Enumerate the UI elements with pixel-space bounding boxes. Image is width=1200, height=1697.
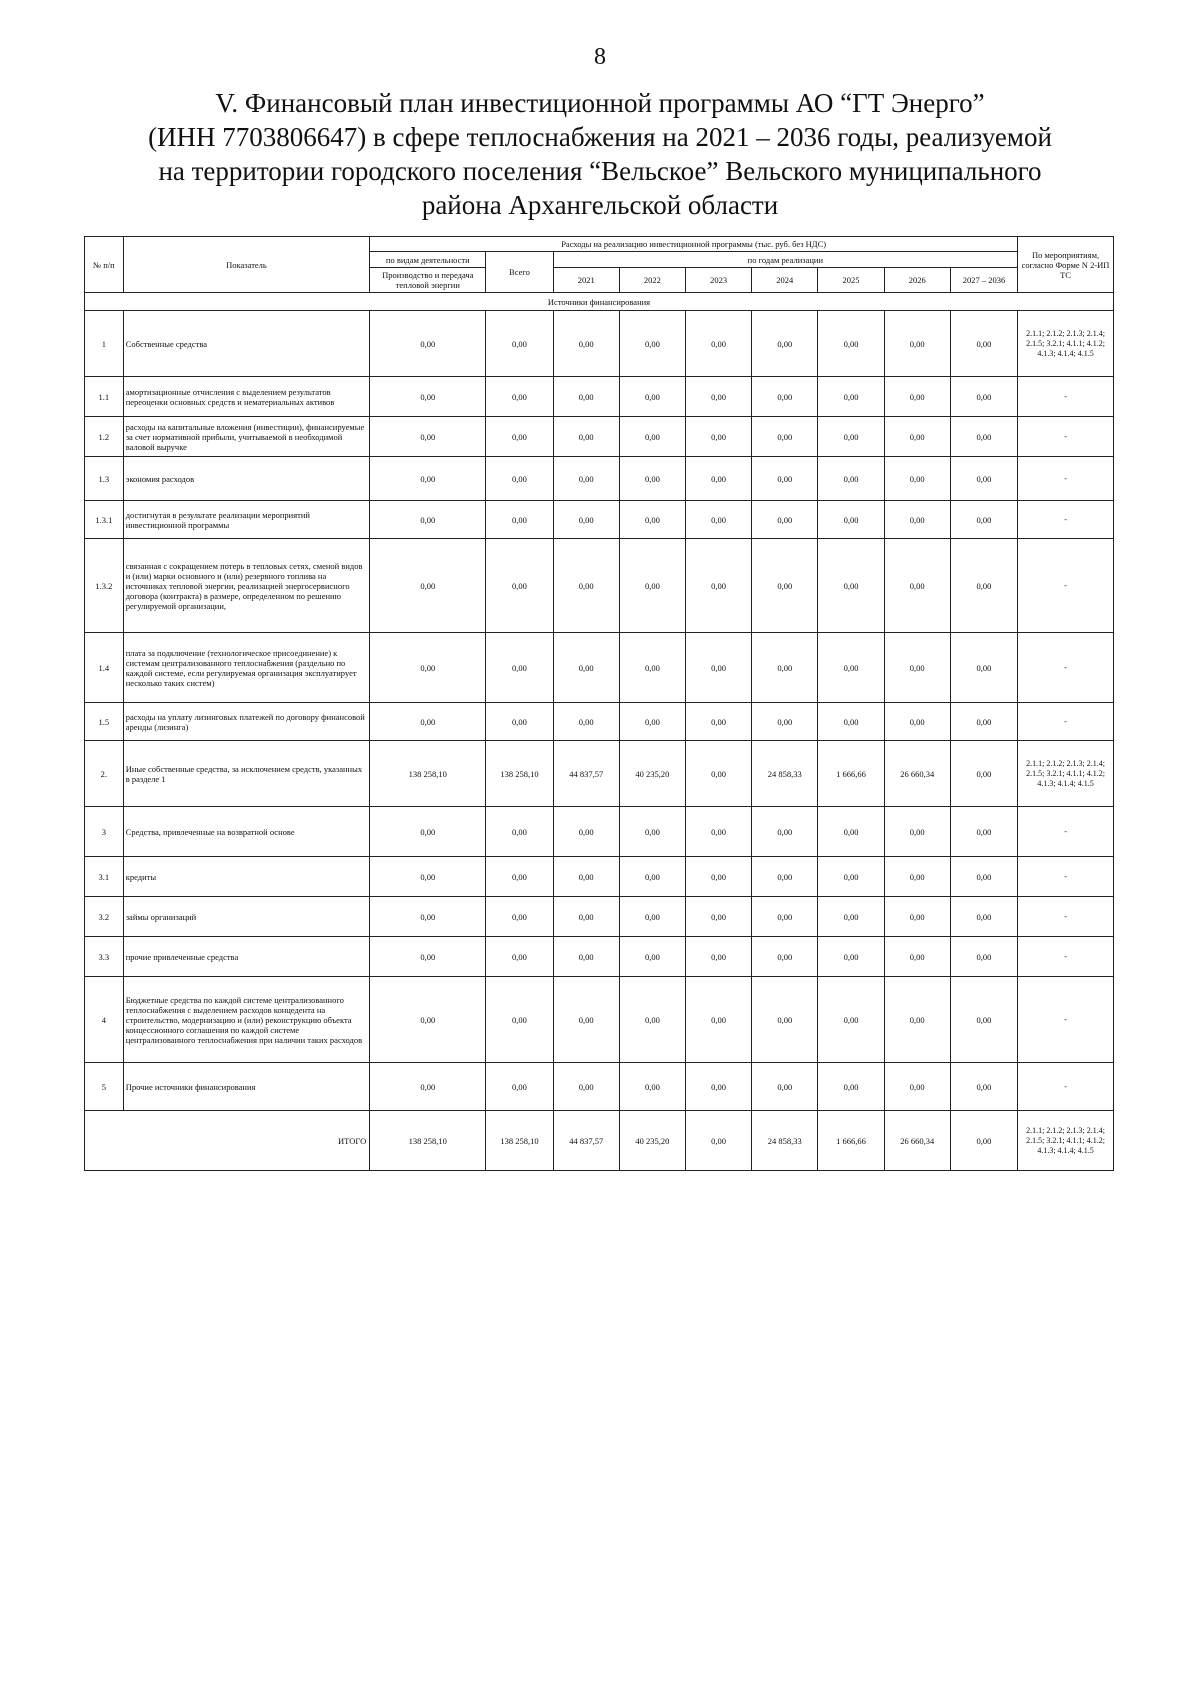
- value-cell: 0,00: [619, 311, 685, 377]
- value-cell: 0,00: [884, 457, 950, 501]
- value-cell: 0,00: [486, 417, 553, 457]
- row-number: 3.3: [85, 937, 124, 977]
- value-cell: 0,00: [884, 977, 950, 1063]
- value-cell: 44 837,57: [553, 741, 619, 807]
- value-cell: 0,00: [486, 311, 553, 377]
- value-cell: 0,00: [486, 857, 553, 897]
- title-line: на территории городского поселения “Вельское” Вельского муниципального: [158, 156, 1042, 186]
- value-cell: 0,00: [370, 633, 486, 703]
- title-line: (ИНН 7703806647) в сфере теплоснабжения на 2021 – 2036 годы, реализуемой: [148, 122, 1052, 152]
- value-cell: 0,00: [370, 311, 486, 377]
- header-year: 2025: [818, 268, 884, 293]
- measures-cell: -: [1018, 857, 1114, 897]
- value-cell: 0,00: [619, 977, 685, 1063]
- measures-cell: -: [1018, 377, 1114, 417]
- value-cell: 0,00: [884, 703, 950, 741]
- value-cell: 0,00: [486, 897, 553, 937]
- value-cell: 0,00: [619, 457, 685, 501]
- value-cell: 40 235,20: [619, 741, 685, 807]
- value-cell: 0,00: [370, 977, 486, 1063]
- total-label: ИТОГО: [85, 1111, 370, 1171]
- value-cell: 0,00: [950, 377, 1017, 417]
- value-cell: 26 660,34: [884, 741, 950, 807]
- value-cell: 0,00: [950, 977, 1017, 1063]
- row-indicator: связанная с сокращением потерь в тепловых сетях, сменой видов и (или) марки основного и (или) резервного топлива на источниках тепловой энергии, реализацией энергосервисного договора (контракта) в размере, определенном по решению регулируемой организации,: [123, 539, 370, 633]
- total-row: [85, 1111, 1114, 1171]
- value-cell: 0,00: [884, 501, 950, 539]
- value-cell: 0,00: [370, 417, 486, 457]
- value-cell: 0,00: [619, 633, 685, 703]
- row-number: 1.3.2: [85, 539, 124, 633]
- row-indicator: Бюджетные средства по каждой системе централизованного теплоснабжения с выделением расходов концедента на строительство, модернизацию и (или) реконструкцию объекта концессионного соглашения по каждой системе централизованного теплоснабжения при наличии таких расходов: [123, 977, 370, 1063]
- value-cell: 0,00: [370, 937, 486, 977]
- table-body: [85, 293, 1114, 1171]
- table-row: [85, 937, 1114, 977]
- value-cell: 0,00: [884, 377, 950, 417]
- value-cell: 0,00: [950, 501, 1017, 539]
- measures-cell: -: [1018, 937, 1114, 977]
- measures-cell: 2.1.1; 2.1.2; 2.1.3; 2.1.4; 2.1.5; 3.2.1; 4.1.1; 4.1.2; 4.1.3; 4.1.4; 4.1.5: [1018, 311, 1114, 377]
- table-row: [85, 417, 1114, 457]
- value-cell: 0,00: [686, 417, 752, 457]
- total-value-cell: 40 235,20: [619, 1111, 685, 1171]
- value-cell: 0,00: [686, 857, 752, 897]
- value-cell: 0,00: [950, 703, 1017, 741]
- table-row: [85, 377, 1114, 417]
- value-cell: 0,00: [950, 807, 1017, 857]
- value-cell: 0,00: [619, 1063, 685, 1111]
- value-cell: 0,00: [686, 937, 752, 977]
- value-cell: 0,00: [884, 807, 950, 857]
- header-year: 2027 – 2036: [950, 268, 1017, 293]
- table-row: [85, 633, 1114, 703]
- value-cell: 0,00: [686, 703, 752, 741]
- table-row: [85, 539, 1114, 633]
- header-by-years: по годам реализации: [553, 252, 1018, 268]
- header-year: 2023: [686, 268, 752, 293]
- value-cell: 0,00: [884, 937, 950, 977]
- value-cell: 0,00: [686, 457, 752, 501]
- page-number: 8: [594, 44, 606, 70]
- total-value-cell: 24 858,33: [752, 1111, 818, 1171]
- header-production: Производство и передача тепловой энергии: [370, 268, 486, 293]
- value-cell: 0,00: [686, 807, 752, 857]
- table-row: [85, 741, 1114, 807]
- value-cell: 0,00: [370, 1063, 486, 1111]
- value-cell: 0,00: [686, 539, 752, 633]
- value-cell: 138 258,10: [486, 741, 553, 807]
- value-cell: 0,00: [686, 1063, 752, 1111]
- row-number: 1: [85, 311, 124, 377]
- value-cell: 0,00: [686, 897, 752, 937]
- value-cell: 24 858,33: [752, 741, 818, 807]
- value-cell: 0,00: [818, 417, 884, 457]
- row-indicator: расходы на капитальные вложения (инвестиции), финансируемые за счет нормативной прибыли, учитываемой в необходимой валовой выручке: [123, 417, 370, 457]
- header-year: 2021: [553, 268, 619, 293]
- value-cell: 0,00: [818, 377, 884, 417]
- row-indicator: экономия расходов: [123, 457, 370, 501]
- title-line: района Архангельской области: [421, 190, 779, 220]
- row-number: 1.3: [85, 457, 124, 501]
- value-cell: 0,00: [818, 807, 884, 857]
- measures-cell: -: [1018, 1063, 1114, 1111]
- row-indicator: Иные собственные средства, за исключением средств, указанных в разделе 1: [123, 741, 370, 807]
- row-indicator: Прочие источники финансирования: [123, 1063, 370, 1111]
- value-cell: 0,00: [818, 703, 884, 741]
- value-cell: 0,00: [752, 1063, 818, 1111]
- value-cell: 0,00: [553, 633, 619, 703]
- value-cell: 0,00: [686, 311, 752, 377]
- value-cell: 0,00: [818, 457, 884, 501]
- measures-cell: -: [1018, 539, 1114, 633]
- value-cell: 0,00: [370, 501, 486, 539]
- row-number: 2.: [85, 741, 124, 807]
- total-value-cell: 1 666,66: [818, 1111, 884, 1171]
- value-cell: 0,00: [752, 457, 818, 501]
- value-cell: 0,00: [486, 457, 553, 501]
- value-cell: 0,00: [752, 311, 818, 377]
- value-cell: 0,00: [619, 377, 685, 417]
- table-row: [85, 311, 1114, 377]
- table-row: [85, 897, 1114, 937]
- value-cell: 0,00: [752, 937, 818, 977]
- value-cell: 0,00: [686, 501, 752, 539]
- value-cell: 0,00: [686, 633, 752, 703]
- value-cell: 0,00: [619, 703, 685, 741]
- row-indicator: займы организаций: [123, 897, 370, 937]
- value-cell: 138 258,10: [370, 741, 486, 807]
- row-number: 1.2: [85, 417, 124, 457]
- financial-plan-table: [84, 236, 1114, 1171]
- row-number: 3.1: [85, 857, 124, 897]
- value-cell: 0,00: [950, 457, 1017, 501]
- row-number: 4: [85, 977, 124, 1063]
- value-cell: 0,00: [752, 977, 818, 1063]
- total-value-cell: 0,00: [686, 1111, 752, 1171]
- row-number: 1.5: [85, 703, 124, 741]
- table-row: [85, 807, 1114, 857]
- value-cell: 0,00: [619, 807, 685, 857]
- row-number: 1.1: [85, 377, 124, 417]
- value-cell: 0,00: [950, 897, 1017, 937]
- value-cell: 0,00: [553, 703, 619, 741]
- value-cell: 0,00: [950, 741, 1017, 807]
- table-row: [85, 857, 1114, 897]
- value-cell: 0,00: [752, 539, 818, 633]
- measures-cell: -: [1018, 807, 1114, 857]
- value-cell: 0,00: [950, 1063, 1017, 1111]
- value-cell: 0,00: [752, 377, 818, 417]
- value-cell: 0,00: [370, 807, 486, 857]
- row-indicator: кредиты: [123, 857, 370, 897]
- measures-cell: -: [1018, 633, 1114, 703]
- row-indicator: Собственные средства: [123, 311, 370, 377]
- value-cell: 0,00: [818, 937, 884, 977]
- value-cell: 0,00: [486, 937, 553, 977]
- value-cell: 0,00: [686, 977, 752, 1063]
- value-cell: 0,00: [553, 539, 619, 633]
- value-cell: 0,00: [486, 377, 553, 417]
- measures-cell: -: [1018, 897, 1114, 937]
- header-by-activity: по видам деятельности: [370, 252, 486, 268]
- value-cell: 0,00: [752, 633, 818, 703]
- header-year: 2026: [884, 268, 950, 293]
- header-total: Всего: [486, 252, 553, 293]
- total-value-cell: 138 258,10: [486, 1111, 553, 1171]
- value-cell: 0,00: [370, 539, 486, 633]
- value-cell: 0,00: [619, 539, 685, 633]
- title-line: V. Финансовый план инвестиционной программы АО “ГТ Энерго”: [215, 88, 985, 118]
- value-cell: 0,00: [884, 633, 950, 703]
- value-cell: 0,00: [818, 1063, 884, 1111]
- row-indicator: достигнутая в результате реализации мероприятий инвестиционной программы: [123, 501, 370, 539]
- value-cell: 0,00: [486, 977, 553, 1063]
- value-cell: 0,00: [619, 501, 685, 539]
- value-cell: 0,00: [884, 311, 950, 377]
- value-cell: 0,00: [818, 311, 884, 377]
- value-cell: 0,00: [752, 857, 818, 897]
- value-cell: 0,00: [884, 539, 950, 633]
- total-value-cell: 138 258,10: [370, 1111, 486, 1171]
- value-cell: 0,00: [553, 1063, 619, 1111]
- value-cell: 0,00: [884, 897, 950, 937]
- value-cell: 0,00: [370, 703, 486, 741]
- table-row: [85, 501, 1114, 539]
- value-cell: 0,00: [553, 937, 619, 977]
- value-cell: 0,00: [619, 417, 685, 457]
- value-cell: 0,00: [619, 857, 685, 897]
- total-value-cell: 0,00: [950, 1111, 1017, 1171]
- value-cell: 0,00: [553, 897, 619, 937]
- value-cell: 0,00: [950, 937, 1017, 977]
- measures-cell: -: [1018, 501, 1114, 539]
- value-cell: 0,00: [752, 897, 818, 937]
- value-cell: 0,00: [818, 501, 884, 539]
- measures-cell: -: [1018, 703, 1114, 741]
- value-cell: 0,00: [553, 311, 619, 377]
- value-cell: 0,00: [950, 857, 1017, 897]
- value-cell: 0,00: [752, 703, 818, 741]
- table-row: [85, 977, 1114, 1063]
- row-indicator: Средства, привлеченные на возвратной основе: [123, 807, 370, 857]
- value-cell: 0,00: [884, 417, 950, 457]
- row-number: 5: [85, 1063, 124, 1111]
- value-cell: 0,00: [370, 857, 486, 897]
- section-label: Источники финансирования: [85, 293, 1114, 311]
- document-title: [100, 86, 1100, 222]
- value-cell: 0,00: [370, 377, 486, 417]
- value-cell: 0,00: [950, 311, 1017, 377]
- value-cell: 0,00: [486, 1063, 553, 1111]
- value-cell: 0,00: [553, 377, 619, 417]
- value-cell: 0,00: [818, 633, 884, 703]
- header-indicator: Показатель: [123, 237, 370, 293]
- row-number: 3: [85, 807, 124, 857]
- header-year: 2022: [619, 268, 685, 293]
- measures-cell: -: [1018, 417, 1114, 457]
- row-indicator: плата за подключение (технологическое присоединение) к системам централизованного теплоснабжения (раздельно по каждой системе, если регулируемая организация эксплуатирует несколько таких систем): [123, 633, 370, 703]
- value-cell: 0,00: [619, 897, 685, 937]
- row-indicator: амортизационные отчисления с выделением результатов переоценки основных средств и нематериальных активов: [123, 377, 370, 417]
- value-cell: 0,00: [553, 417, 619, 457]
- value-cell: 0,00: [950, 417, 1017, 457]
- header-measures: По мероприятиям, согласно Форме N 2-ИП ТС: [1018, 237, 1114, 293]
- row-indicator: прочие привлеченные средства: [123, 937, 370, 977]
- total-value-cell: 26 660,34: [884, 1111, 950, 1171]
- value-cell: 0,00: [686, 741, 752, 807]
- total-value-cell: 44 837,57: [553, 1111, 619, 1171]
- header-expenses: Расходы на реализацию инвестиционной программы (тыс. руб. без НДС): [370, 237, 1018, 252]
- value-cell: 0,00: [486, 703, 553, 741]
- value-cell: 0,00: [752, 501, 818, 539]
- value-cell: 0,00: [486, 807, 553, 857]
- value-cell: 0,00: [486, 539, 553, 633]
- value-cell: 0,00: [950, 633, 1017, 703]
- value-cell: 0,00: [619, 937, 685, 977]
- value-cell: 0,00: [818, 897, 884, 937]
- measures-cell: 2.1.1; 2.1.2; 2.1.3; 2.1.4; 2.1.5; 3.2.1; 4.1.1; 4.1.2; 4.1.3; 4.1.4; 4.1.5: [1018, 741, 1114, 807]
- measures-cell: -: [1018, 457, 1114, 501]
- header-year: 2024: [752, 268, 818, 293]
- value-cell: 0,00: [686, 377, 752, 417]
- table-row: [85, 703, 1114, 741]
- value-cell: 0,00: [818, 857, 884, 897]
- value-cell: 0,00: [553, 501, 619, 539]
- value-cell: 0,00: [370, 897, 486, 937]
- value-cell: 0,00: [553, 857, 619, 897]
- value-cell: 0,00: [752, 807, 818, 857]
- row-number: 1.3.1: [85, 501, 124, 539]
- table-row: [85, 457, 1114, 501]
- value-cell: 1 666,66: [818, 741, 884, 807]
- total-measures-cell: 2.1.1; 2.1.2; 2.1.3; 2.1.4; 2.1.5; 3.2.1; 4.1.1; 4.1.2; 4.1.3; 4.1.4; 4.1.5: [1018, 1111, 1114, 1171]
- table-row: [85, 1063, 1114, 1111]
- row-number: 1.4: [85, 633, 124, 703]
- value-cell: 0,00: [553, 457, 619, 501]
- value-cell: 0,00: [818, 977, 884, 1063]
- value-cell: 0,00: [553, 977, 619, 1063]
- row-number: 3.2: [85, 897, 124, 937]
- value-cell: 0,00: [486, 501, 553, 539]
- row-indicator: расходы на уплату лизинговых платежей по договору финансовой аренды (лизинга): [123, 703, 370, 741]
- value-cell: 0,00: [818, 539, 884, 633]
- value-cell: 0,00: [884, 857, 950, 897]
- value-cell: 0,00: [486, 633, 553, 703]
- value-cell: 0,00: [884, 1063, 950, 1111]
- value-cell: 0,00: [950, 539, 1017, 633]
- header-num: № п/п: [85, 237, 124, 293]
- value-cell: 0,00: [752, 417, 818, 457]
- measures-cell: -: [1018, 977, 1114, 1063]
- value-cell: 0,00: [553, 807, 619, 857]
- value-cell: 0,00: [370, 457, 486, 501]
